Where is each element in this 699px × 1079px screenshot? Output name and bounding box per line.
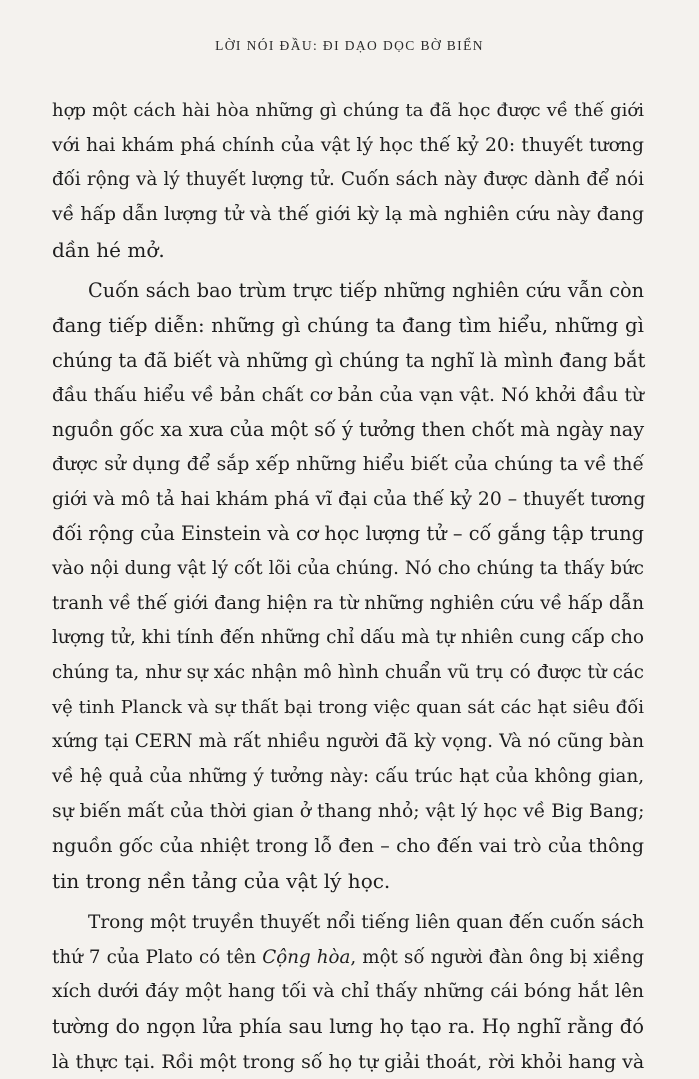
text-line: xích dưới đáy một hang tối và chỉ thấy những cái bóng hắt lên [52, 981, 644, 1003]
text-line: tin trong nền tảng của vật lý học. [52, 869, 391, 894]
paragraph-3 [52, 906, 644, 1079]
text-line: đang tiếp diễn: những gì chúng ta đang tìm hiểu, những gì [52, 314, 644, 338]
text-line: được sử dụng để sắp xếp những hiểu biết của chúng ta về thế [52, 453, 644, 475]
text-line: chúng ta đã biết và những gì chúng ta nghĩ là mình đang bắt [52, 348, 646, 372]
text-segment: thứ 7 của Plato có tên [52, 946, 263, 968]
text-line-with-title [52, 941, 644, 976]
body-text [52, 94, 644, 1079]
text-line: vào nội dung vật lý cốt lõi của chúng. Nó cho chúng ta thấy bức [52, 557, 644, 579]
text-line: đối rộng của Einstein và cơ học lượng tử – cố gắng tập trung [52, 522, 644, 546]
running-header: LỜI NÓI ĐẦU: ĐI DẠO DỌC BỜ BIỂN [215, 38, 484, 53]
text-line: với hai khám phá chính của vật lý học thế kỷ 20: thuyết tương [52, 134, 644, 156]
text-segment: , một số người đàn ông bị xiềng [350, 946, 645, 968]
text-line: hợp một cách hài hòa những gì chúng ta đã học được về thế giới [52, 100, 644, 121]
text-line: lượng tử, khi tính đến những chỉ dấu mà tự nhiên cung cấp cho [52, 627, 645, 649]
text-line: tranh về thế giới đang hiện ra từ những nghiên cứu về hấp dẫn [52, 592, 644, 614]
text-line: nguồn gốc của nhiệt trong lỗ đen – cho đến vai trò của thông [52, 835, 644, 858]
text-line: về hệ quả của những ý tưởng này: cấu trúc hạt của không gian, [52, 766, 644, 788]
text-line: dần hé mở. [52, 237, 165, 262]
text-line: xứng tại CERN mà rất nhiều người đã kỳ vọng. Và nó cũng bàn [52, 731, 644, 753]
text-line: Cuốn sách bao trùm trực tiếp những nghiên cứu vẫn còn [88, 279, 644, 303]
text-line: sự biến mất của thời gian ở thang nhỏ; vật lý học về Big Bang; [52, 800, 645, 822]
paragraph-1 [52, 94, 644, 267]
text-line: chúng ta, như sự xác nhận mô hình chuẩn vũ trụ có được từ các [52, 662, 644, 683]
text-line: đối rộng và lý thuyết lượng tử. Cuốn sách này được dành để nói [52, 169, 644, 191]
text-line: đầu thấu hiểu về bản chất cơ bản của vạn vật. Nó khởi đầu từ [52, 384, 644, 406]
text-line: vệ tinh Planck và sự thất bại trong việc quan sát các hạt siêu đối [52, 696, 644, 718]
book-title: Cộng hòa [262, 946, 351, 968]
text-line: là thực tại. Rồi một trong số họ tự giải thoát, rời khỏi hang và [52, 1050, 645, 1073]
text-line: giới và mô tả hai khám phá vĩ đại của thế kỷ 20 – thuyết tương [52, 488, 646, 510]
text-line: tường do ngọn lửa phía sau lưng họ tạo ra. Họ nghĩ rằng đó [52, 1014, 644, 1038]
text-line: về hấp dẫn lượng tử và thế giới kỳ lạ mà nghiên cứu này đang [52, 204, 644, 226]
paragraph-2 [52, 274, 644, 898]
text-line: nguồn gốc xa xưa của một số ý tưởng then chốt mà ngày nay [52, 418, 645, 442]
text-line: Trong một truyền thuyết nổi tiếng liên quan đến cuốn sách [88, 911, 644, 933]
